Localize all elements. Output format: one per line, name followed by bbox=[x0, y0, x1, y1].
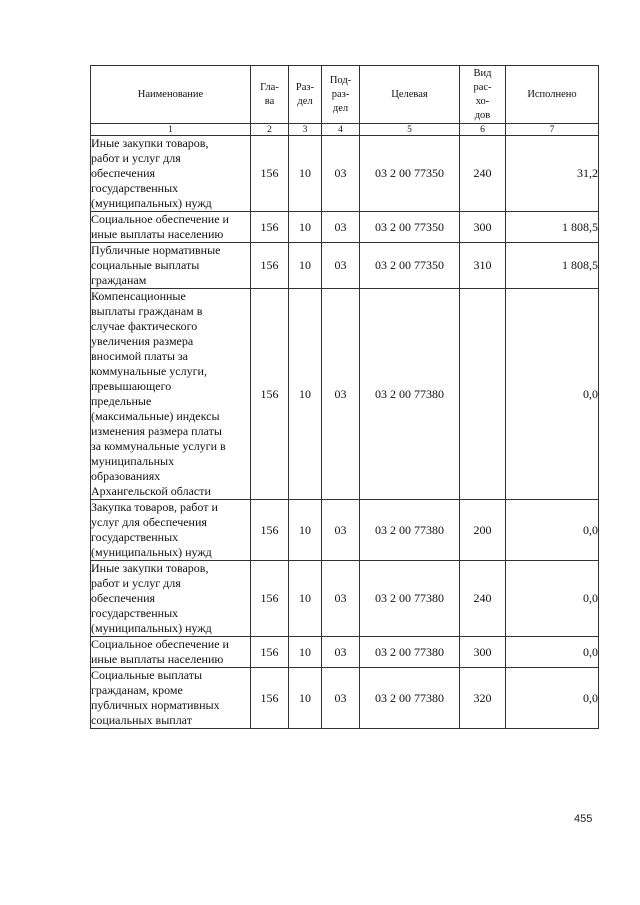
row-glava: 156 bbox=[251, 212, 289, 243]
header-razdel: Раз- дел bbox=[289, 66, 322, 124]
row-ispolneno: 31,2 bbox=[506, 136, 599, 212]
row-celevaya: 03 2 00 77380 bbox=[360, 561, 460, 637]
table-row bbox=[91, 289, 599, 500]
column-number: 1 bbox=[91, 124, 251, 136]
row-celevaya: 03 2 00 77350 bbox=[360, 243, 460, 289]
header-vid-rashodov: Вид рас- хо- дов bbox=[460, 66, 506, 124]
row-celevaya: 03 2 00 77350 bbox=[360, 212, 460, 243]
row-vid: 300 bbox=[460, 637, 506, 668]
row-glava: 156 bbox=[251, 668, 289, 729]
row-ispolneno: 1 808,5 bbox=[506, 212, 599, 243]
column-number: 4 bbox=[322, 124, 360, 136]
column-number: 7 bbox=[506, 124, 599, 136]
row-razdel: 10 bbox=[289, 500, 322, 561]
row-ispolneno: 1 808,5 bbox=[506, 243, 599, 289]
row-podrazdel: 03 bbox=[322, 500, 360, 561]
row-razdel: 10 bbox=[289, 212, 322, 243]
row-vid: 200 bbox=[460, 500, 506, 561]
table-row bbox=[91, 243, 599, 289]
header-podrazdel: Под- раз- дел bbox=[322, 66, 360, 124]
table-row bbox=[91, 212, 599, 243]
row-razdel: 10 bbox=[289, 561, 322, 637]
header-ispolneno: Исполнено bbox=[506, 66, 599, 124]
row-podrazdel: 03 bbox=[322, 561, 360, 637]
row-vid: 310 bbox=[460, 243, 506, 289]
row-razdel: 10 bbox=[289, 637, 322, 668]
row-name: Компенсационные выплаты гражданам в случае фактического увеличения размера вносимой платы за коммунальные услуги, превышающего предельные (максимальные) индексы изменения размера платы за коммунальные услуги в муниципальных образованиях Архангельской области bbox=[91, 289, 251, 500]
row-vid: 300 bbox=[460, 212, 506, 243]
header-name: Наименование bbox=[91, 66, 251, 124]
row-razdel: 10 bbox=[289, 668, 322, 729]
row-celevaya: 03 2 00 77380 bbox=[360, 637, 460, 668]
row-glava: 156 bbox=[251, 500, 289, 561]
row-celevaya: 03 2 00 77380 bbox=[360, 500, 460, 561]
table-row bbox=[91, 136, 599, 212]
budget-execution-table bbox=[90, 65, 599, 729]
column-number-row bbox=[91, 124, 599, 136]
row-ispolneno: 0,0 bbox=[506, 500, 599, 561]
row-razdel: 10 bbox=[289, 289, 322, 500]
row-ispolneno: 0,0 bbox=[506, 561, 599, 637]
row-glava: 156 bbox=[251, 243, 289, 289]
table-row bbox=[91, 500, 599, 561]
row-podrazdel: 03 bbox=[322, 637, 360, 668]
column-number: 6 bbox=[460, 124, 506, 136]
column-number: 5 bbox=[360, 124, 460, 136]
row-name: Социальные выплаты гражданам, кроме публичных нормативных социальных выплат bbox=[91, 668, 251, 729]
row-ispolneno: 0,0 bbox=[506, 668, 599, 729]
header-row bbox=[91, 66, 599, 124]
row-name: Иные закупки товаров, работ и услуг для обеспечения государственных (муниципальных) нужд bbox=[91, 136, 251, 212]
row-name: Публичные нормативные социальные выплаты гражданам bbox=[91, 243, 251, 289]
page-number: 455 bbox=[574, 813, 593, 825]
row-vid: 320 bbox=[460, 668, 506, 729]
row-ispolneno: 0,0 bbox=[506, 637, 599, 668]
row-ispolneno: 0,0 bbox=[506, 289, 599, 500]
column-number: 2 bbox=[251, 124, 289, 136]
row-name: Закупка товаров, работ и услуг для обеспечения государственных (муниципальных) нужд bbox=[91, 500, 251, 561]
row-podrazdel: 03 bbox=[322, 243, 360, 289]
row-name: Социальное обеспечение и иные выплаты населению bbox=[91, 212, 251, 243]
row-glava: 156 bbox=[251, 637, 289, 668]
row-vid bbox=[460, 289, 506, 500]
row-celevaya: 03 2 00 77380 bbox=[360, 289, 460, 500]
column-number: 3 bbox=[289, 124, 322, 136]
table-row bbox=[91, 561, 599, 637]
row-vid: 240 bbox=[460, 136, 506, 212]
row-podrazdel: 03 bbox=[322, 289, 360, 500]
row-podrazdel: 03 bbox=[322, 212, 360, 243]
table-row bbox=[91, 637, 599, 668]
row-celevaya: 03 2 00 77350 bbox=[360, 136, 460, 212]
row-razdel: 10 bbox=[289, 243, 322, 289]
table-row bbox=[91, 668, 599, 729]
row-glava: 156 bbox=[251, 561, 289, 637]
row-name: Социальное обеспечение и иные выплаты населению bbox=[91, 637, 251, 668]
row-glava: 156 bbox=[251, 289, 289, 500]
row-podrazdel: 03 bbox=[322, 668, 360, 729]
header-celevaya: Целевая bbox=[360, 66, 460, 124]
row-razdel: 10 bbox=[289, 136, 322, 212]
row-celevaya: 03 2 00 77380 bbox=[360, 668, 460, 729]
header-glava: Гла- ва bbox=[251, 66, 289, 124]
row-name: Иные закупки товаров, работ и услуг для обеспечения государственных (муниципальных) нужд bbox=[91, 561, 251, 637]
row-glava: 156 bbox=[251, 136, 289, 212]
row-podrazdel: 03 bbox=[322, 136, 360, 212]
row-vid: 240 bbox=[460, 561, 506, 637]
